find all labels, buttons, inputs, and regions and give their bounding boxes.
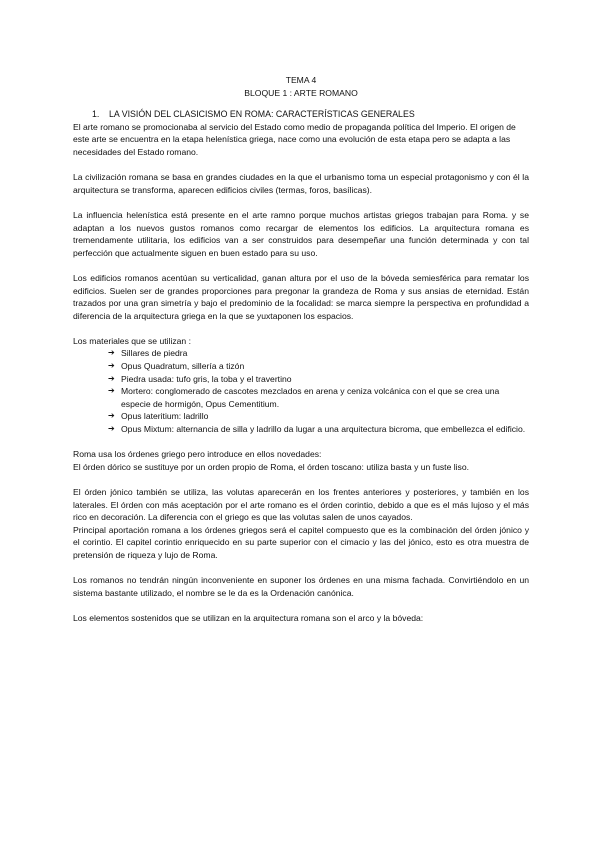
arrow-right-icon: ➔ [108,411,115,421]
materials-intro: Los materiales que se utilizan : [73,335,191,346]
arrow-right-icon: ➔ [108,361,115,371]
list-item: ➔ Sillares de piedra [108,348,188,359]
block-title: BLOQUE 1 : ARTE ROMANO [244,87,358,98]
list-item: ➔ Mortero: conglomerado de cascotes mezclados en arena y ceniza volcánica con el que se crea una especie de hormigón, Opus Cementitium. [108,386,500,409]
list-item: ➔ Opus Quadratum, sillería a tizón [108,361,245,372]
arrow-right-icon: ➔ [108,424,115,434]
document-body [73,74,529,625]
arrow-right-icon: ➔ [108,373,115,383]
paragraph-ionic-corinthian: El órden jónico también se utiliza, las volutas aparecerán en los frentes anteriores y posteriores, y también en los laterales. El órden con más aceptación por el arte romano es el órden corintio, debido a que es el más lujoso y el más rico en decoración. La diferencia con el griego es que las volutas salen de unos cayados. [73,487,529,523]
section-heading [73,108,529,121]
section-title: LA VISIÓN DEL CLASICISMO EN ROMA: CARACTERÍSTICAS GENERALES [109,109,415,120]
paragraph-canonical-order: Los romanos no tendrán ningún inconveniente en suponer los órdenes en una misma fachada. Convirtiéndolo en un sistema bastante utilizado, el nombre se le da es la Ordenación canónica. [73,575,529,598]
paragraph-orders-intro: Roma usa los órdenes griego pero introduce en ellos novedades: [73,449,322,460]
paragraph-supports: Los elementos sostenidos que se utilizan en la arquitectura romana son el arco y la bóveda: [73,612,424,623]
section-number: 1. [92,109,100,120]
arrow-right-icon: ➔ [108,348,115,358]
paragraph-hellenistic-influence: La influencia helenística está presente en el arte ramno porque muchos artistas griegos trabajan para Roma. y se adaptan a los nuevos gustos romanos como recargar de elementos los edificios. La arquitectura romana es tremendamente utilitaria, los edificios van a ser construidos para desempeñar una función determinada y con tal perfección que actualmente siguen en buen estado para su uso. [73,209,529,258]
paragraph-civilization: La civilización romana se basa en grandes ciudades en la que el urbanismo toma un especial protagonismo y con él la arquitectura se transforma, aparecen edificios civiles (termas, foros, basílicas). [73,172,529,195]
topic-title: TEMA 4 [285,75,317,85]
paragraph-buildings: Los edificios romanos acentúan su verticalidad, ganan altura por el uso de la bóveda semiesférica para rematar los edificios. Suelen ser de grandes proporciones para pregonar la grandeza de Roma y sus ansias de eternidad. Están trazados por una gran simetría y bajo el predominio de la focalidad: se marca siempre la perspectiva en profundidad a diferencia de la arquitectura griega en la que se yuxtaponen los espacios. [73,272,529,321]
materials-list [73,347,529,435]
paragraph-origin: El arte romano se promocionaba al servicio del Estado como medio de propaganda política del Imperio. El origen de este arte se encuentra en la etapa helenística griega, nace como una evolución de esta etapa pero se adapta a las necesidades del Estado romano. [73,121,516,157]
list-item: ➔ Opus lateritium: ladrillo [108,411,209,422]
arrow-right-icon: ➔ [108,386,115,396]
list-item: ➔ Opus Mixtum: alternancia de silla y ladrillo da lugar a una arquitectura bicroma, que embellezca el edificio. [108,424,526,435]
paragraph-doric: El órden dórico se sustituye por un orden propio de Roma, el órden toscano: utiliza basta y un fuste liso. [73,461,470,472]
list-item: ➔ Piedra usada: tufo gris, la toba y el travertino [108,373,292,384]
paragraph-composite: Principal aportación romana a los órdenes griegos será el capitel compuesto que es la combinación del órden jónico y el corintio. El capitel corintio enriquecido en su parte superior con el cimacio y las del jónico, esto es otra muestra de pretensión de riqueza y lujo de Roma. [73,524,529,560]
